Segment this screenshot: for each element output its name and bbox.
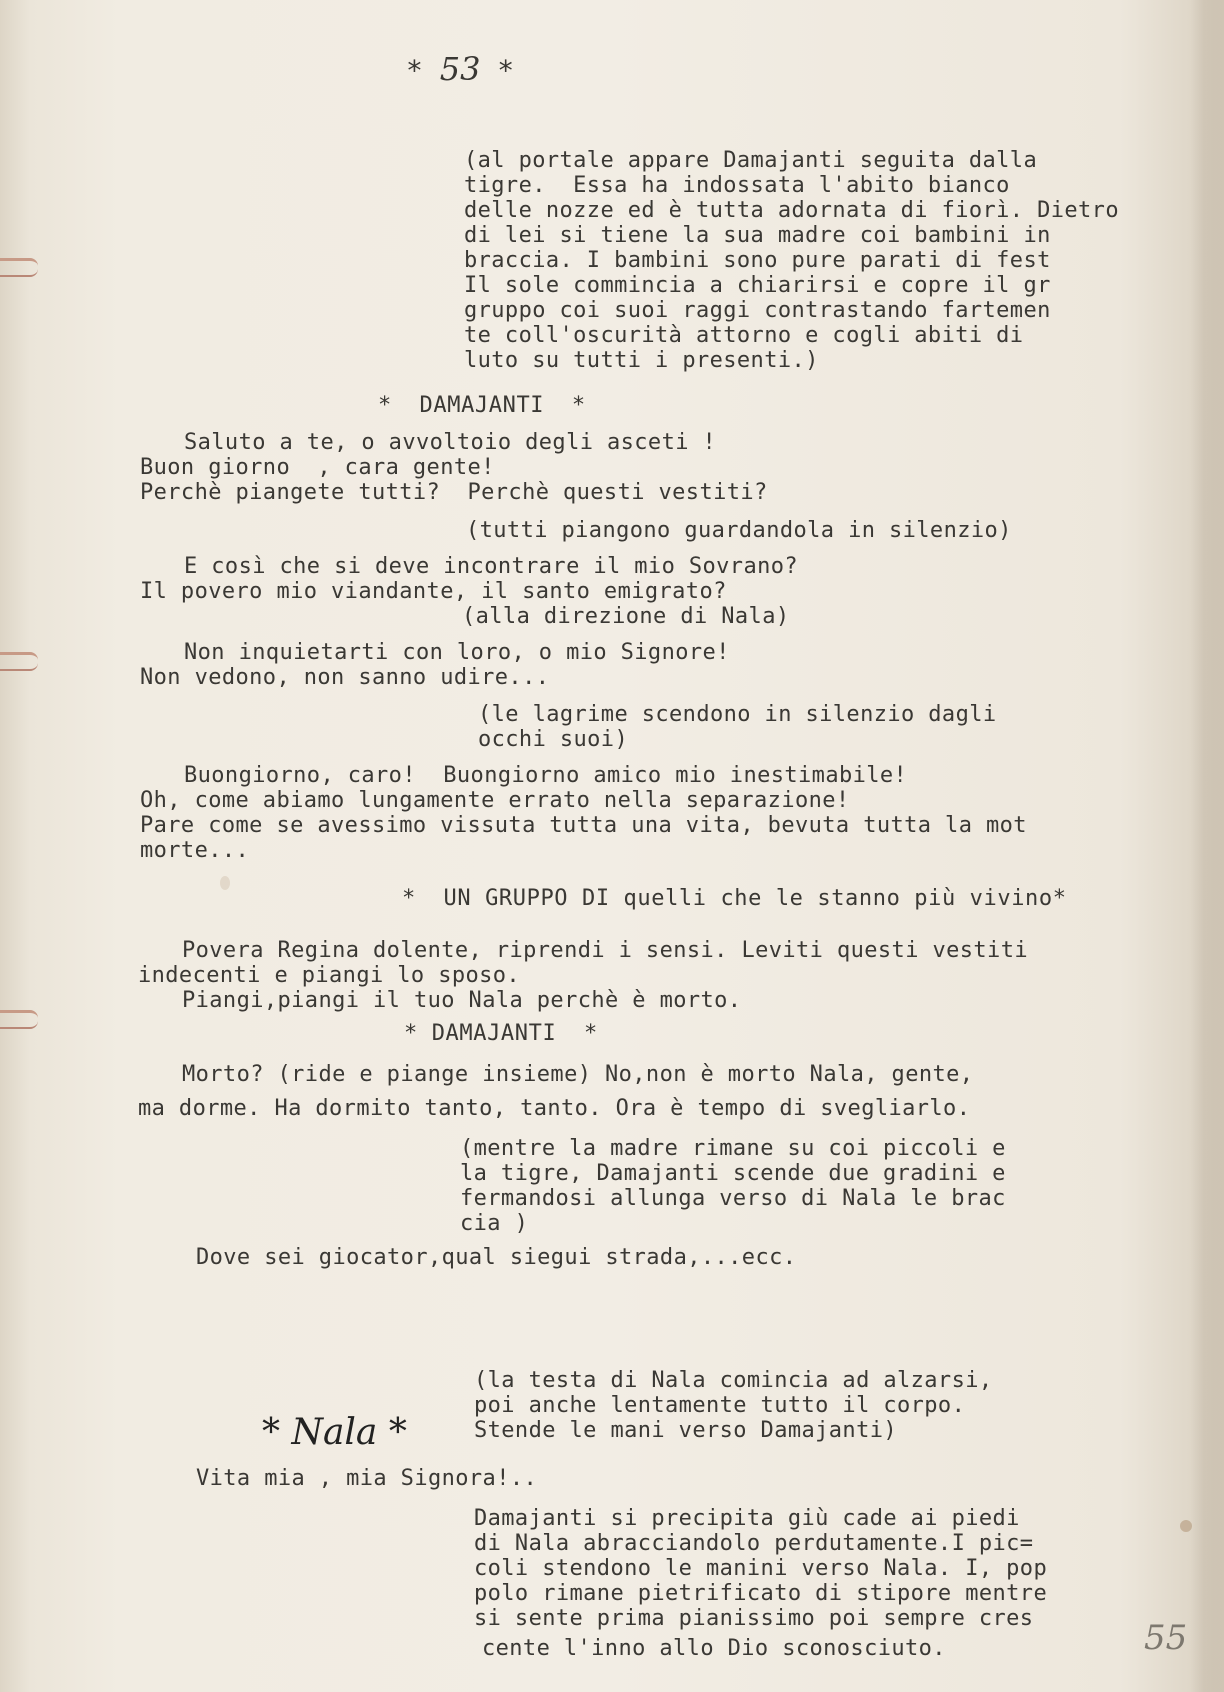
speech-line: Dove sei giocator,qual siegui strada,...ecc. (196, 1245, 797, 1270)
direction-line: (la testa di Nala comincia ad alzarsi, (474, 1368, 993, 1393)
speech-line: E così che si deve incontrare il mio Sovrano? (184, 554, 799, 579)
stain-spot (1180, 1520, 1192, 1532)
direction-line: luto su tutti i presenti.) (464, 348, 819, 373)
direction-line: (tutti piangono guardandola in silenzio) (466, 518, 1012, 543)
page-edge-shadow (1190, 0, 1224, 1692)
direction-line: poi anche lentamente tutto il corpo. (474, 1393, 966, 1418)
speech-line: Piangi,piangi il tuo Nala perchè è morto. (182, 988, 742, 1013)
speech-line: Pare come se avessimo vissuta tutta una vita, bevuta tutta la mot (140, 813, 1027, 838)
speech-line: Buon giorno , cara gente! (140, 455, 495, 480)
binding-thread (0, 1010, 38, 1029)
handwritten-speaker: * Nala * (262, 1412, 407, 1453)
stain-spot (220, 876, 230, 890)
direction-line: Il sole commincia a chiarirsi e copre il gr (464, 273, 1051, 298)
page-number: * 53 * (406, 50, 515, 88)
direction-line: te coll'oscurità attorno e cogli abiti di (464, 323, 1024, 348)
direction-line: Damajanti si precipita giù cade ai piedi (474, 1506, 1020, 1531)
direction-line: coli stendono le manini verso Nala. I, pop (474, 1556, 1048, 1581)
direction-line: cia ) (460, 1211, 529, 1236)
speech-line: Vita mia , mia Signora!.. (196, 1466, 538, 1491)
speech-line: morte... (140, 838, 250, 863)
speaker-heading: * DAMAJANTI * (404, 1021, 598, 1046)
speaker-heading: * UN GRUPPO DI quelli che le stanno più vivino* (402, 886, 1067, 911)
direction-line: gruppo coi suoi raggi contrastando fartemen (464, 298, 1051, 323)
speech-line: Povera Regina dolente, riprendi i sensi. Leviti questi vestiti (182, 938, 1028, 963)
speech-line: ma dorme. Ha dormito tanto, tanto. Ora è tempo di svegliarlo. (138, 1096, 971, 1121)
direction-line: si sente prima pianissimo poi sempre cres (474, 1606, 1034, 1631)
speech-line: Perchè piangete tutti? Perchè questi vestiti? (140, 480, 768, 505)
binding-thread (0, 652, 38, 671)
direction-line: polo rimane pietrificato di stipore mentre (474, 1581, 1048, 1606)
direction-line: (al portale appare Damajanti seguita dalla (464, 148, 1038, 173)
direction-line: tigre. Essa ha indossata l'abito bianco (464, 173, 1010, 198)
speech-line: Buongiorno, caro! Buongiorno amico mio inestimabile! (184, 763, 908, 788)
speaker-heading: * DAMAJANTI * (378, 393, 586, 418)
direction-line: fermandosi allunga verso di Nala le brac (460, 1186, 1006, 1211)
direction-line: cente l'inno allo Dio sconosciuto. (482, 1636, 946, 1661)
direction-line: (mentre la madre rimane su coi piccoli e (460, 1136, 1006, 1161)
direction-line: braccia. I bambini sono pure parati di fest (464, 248, 1051, 273)
speech-line: Non vedono, non sanno udire... (140, 665, 550, 690)
speech-line: Il povero mio viandante, il santo emigrato? (140, 579, 727, 604)
speech-line: Non inquietarti con loro, o mio Signore! (184, 640, 730, 665)
speech-line: Morto? (ride e piange insieme) No,non è morto Nala, gente, (182, 1062, 974, 1087)
folio-number: 55 (1144, 1618, 1188, 1658)
direction-line: occhi suoi) (478, 727, 629, 752)
direction-line: (le lagrime scendono in silenzio dagli (478, 702, 997, 727)
binding-thread (0, 258, 38, 277)
direction-line: la tigre, Damajanti scende due gradini e (460, 1161, 1006, 1186)
direction-line: di lei si tiene la sua madre coi bambini in (464, 223, 1051, 248)
direction-line: delle nozze ed è tutta adornata di fiorì. Dietro (464, 198, 1119, 223)
direction-line: Stende le mani verso Damajanti) (474, 1418, 897, 1443)
direction-line: (alla direzione di Nala) (462, 604, 790, 629)
speech-line: Oh, come abiamo lungamente errato nella separazione! (140, 788, 850, 813)
speech-line: indecenti e piangi lo sposo. (138, 963, 521, 988)
speech-line: Saluto a te, o avvoltoio degli asceti ! (184, 430, 717, 455)
direction-line: di Nala abracciandolo perdutamente.I pic= (474, 1531, 1034, 1556)
